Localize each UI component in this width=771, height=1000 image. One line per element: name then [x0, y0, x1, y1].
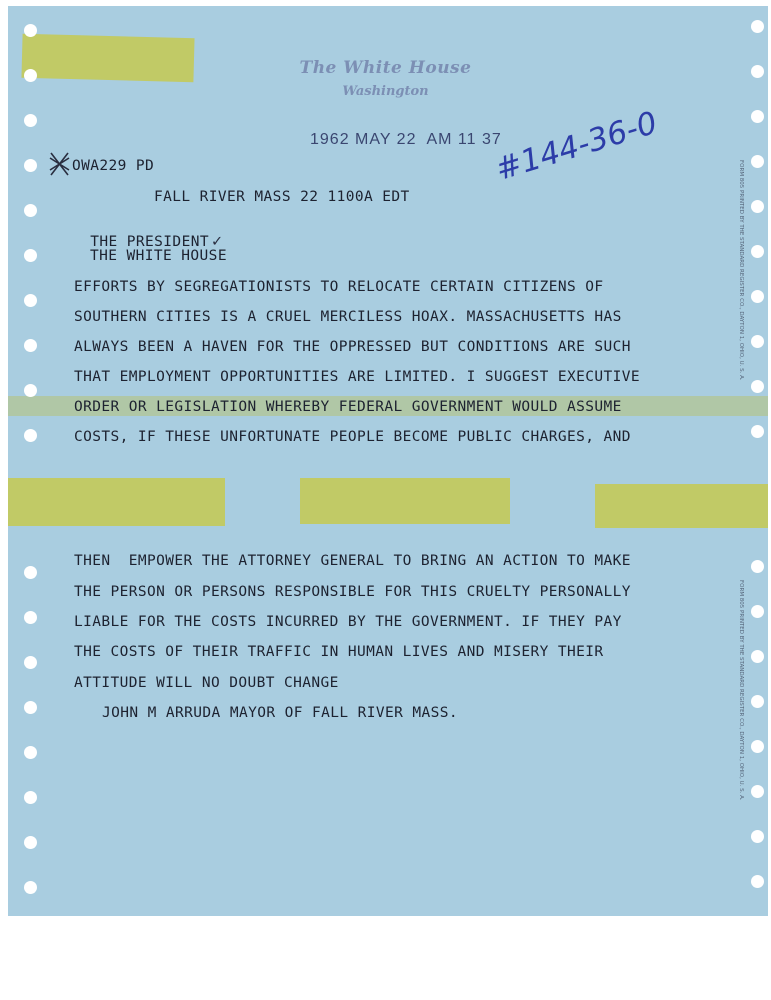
crossout-mark-icon — [48, 150, 72, 178]
body-line: THE PERSON OR PERSONS RESPONSIBLE FOR THIS CRUELTY PERSONALLY — [74, 584, 631, 600]
tape-middle-center — [300, 478, 510, 524]
sprocket-hole — [24, 836, 37, 849]
sprocket-hole — [24, 294, 37, 307]
letterhead-subtitle: Washington — [342, 84, 429, 99]
sprocket-hole — [751, 290, 764, 303]
sprocket-hole — [24, 249, 37, 262]
check-mark-icon: ✓ — [210, 234, 224, 250]
sprocket-hole — [24, 204, 37, 217]
body-line: LIABLE FOR THE COSTS INCURRED BY THE GOVERNMENT. IF THEY PAY — [74, 614, 622, 630]
sprocket-hole — [751, 650, 764, 663]
message-id: OWA229 PD — [72, 158, 155, 174]
address-line: THE WHITE HOUSE — [90, 248, 227, 264]
letterhead-title: The White House — [299, 58, 472, 78]
handwritten-file-number: #144-36-0 — [491, 104, 662, 188]
sprocket-hole — [751, 740, 764, 753]
tape-middle-left — [8, 478, 225, 526]
body-line: THAT EMPLOYMENT OPPORTUNITIES ARE LIMITED. I SUGGEST EXECUTIVE — [74, 369, 641, 385]
origin-line: FALL RIVER MASS 22 1100A EDT — [154, 189, 410, 205]
sprocket-hole — [751, 110, 764, 123]
sprocket-hole — [751, 875, 764, 888]
sprocket-hole — [24, 611, 37, 624]
body-line: ORDER OR LEGISLATION WHEREBY FEDERAL GOVERNMENT WOULD ASSUME — [74, 399, 622, 415]
sprocket-hole — [24, 24, 37, 37]
body-line: SOUTHERN CITIES IS A CRUEL MERCILESS HOAX. MASSACHUSETTS HAS — [74, 309, 622, 325]
sprocket-hole — [24, 114, 37, 127]
sprocket-hole — [751, 335, 764, 348]
signature-line: JOHN M ARRUDA MAYOR OF FALL RIVER MASS. — [102, 705, 459, 721]
sprocket-hole — [24, 746, 37, 759]
sprocket-hole — [24, 384, 37, 397]
sprocket-hole — [751, 200, 764, 213]
body-line: THEN EMPOWER THE ATTORNEY GENERAL TO BRING AN ACTION TO MAKE — [74, 553, 631, 569]
body-line: ATTITUDE WILL NO DOUBT CHANGE — [74, 675, 339, 691]
addressee: THE PRESIDENT — [90, 234, 209, 250]
body-line: THE COSTS OF THEIR TRAFFIC IN HUMAN LIVES AND MISERY THEIR — [74, 644, 604, 660]
sprocket-hole — [751, 245, 764, 258]
sprocket-hole — [751, 605, 764, 618]
sprocket-hole — [24, 339, 37, 352]
sprocket-hole — [751, 560, 764, 573]
sprocket-hole — [24, 429, 37, 442]
margin-print-upper: FORM 805 PRINTED BY THE STANDARD REGISTER CO., DAYTON 1, OHIO, U. S. A. — [738, 160, 744, 381]
tape-middle-right — [595, 484, 768, 528]
sprocket-hole — [751, 830, 764, 843]
sprocket-hole — [24, 701, 37, 714]
sprocket-hole — [24, 159, 37, 172]
sprocket-hole — [751, 695, 764, 708]
sprocket-hole — [751, 380, 764, 393]
sprocket-hole — [751, 785, 764, 798]
sprocket-hole — [751, 155, 764, 168]
sprocket-hole — [24, 656, 37, 669]
addressee-line — [72, 218, 224, 250]
body-line: ALWAYS BEEN A HAVEN FOR THE OPPRESSED BUT CONDITIONS ARE SUCH — [74, 339, 631, 355]
sprocket-hole — [751, 425, 764, 438]
sprocket-hole — [24, 881, 37, 894]
body-line: COSTS, IF THESE UNFORTUNATE PEOPLE BECOME PUBLIC CHARGES, AND — [74, 429, 631, 445]
sprocket-hole — [24, 566, 37, 579]
sprocket-hole — [24, 791, 37, 804]
body-line: EFFORTS BY SEGREGATIONISTS TO RELOCATE CERTAIN CITIZENS OF — [74, 279, 604, 295]
received-stamp: 1962 MAY 22 AM 11 37 — [310, 131, 502, 148]
sprocket-hole — [751, 20, 764, 33]
margin-print-lower: FORM 805 PRINTED BY THE STANDARD REGISTER CO., DAYTON 1, OHIO, U. S. A. — [738, 580, 744, 801]
